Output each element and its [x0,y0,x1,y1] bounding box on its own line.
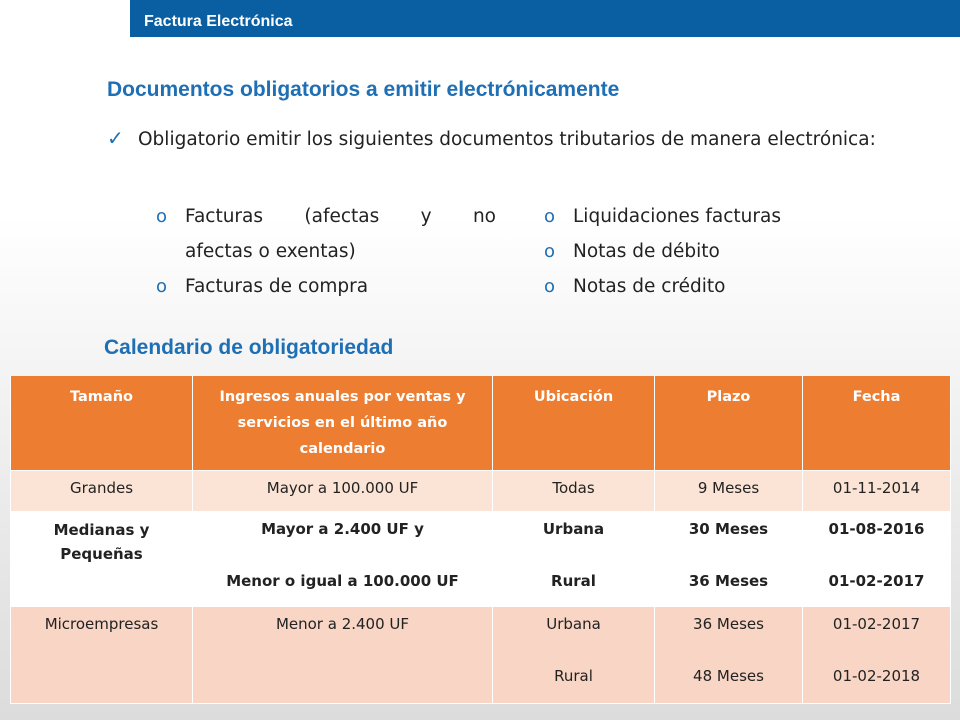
cell-tamano: Grandes [11,471,193,512]
cell-ubicacion: Urbana Rural [493,607,655,704]
cell-ingresos: Menor a 2.400 UF [193,607,493,704]
list-item-continuation: afectas o exentas) [185,241,356,262]
calendar-table [10,376,951,704]
list-item: o Notas de débito [544,234,844,269]
header-fecha: Fecha [803,376,951,471]
cell-tamano: Microempresas [11,607,193,704]
table-row [11,512,951,607]
cell-plazo: 30 Meses 36 Meses [655,512,803,607]
cell-ubicacion: Urbana Rural [493,512,655,607]
cell-plazo: 36 Meses 48 Meses [655,607,803,704]
header-bar [130,0,960,37]
circle-bullet-icon: o [156,206,168,227]
circle-bullet-icon: o [156,276,168,297]
circle-bullet-icon: o [544,206,556,227]
checkmark-icon: ✓ [107,126,124,150]
header-plazo: Plazo [655,376,803,471]
section-title-documentos: Documentos obligatorios a emitir electrónicamente [107,78,620,101]
cell-fecha: 01-11-2014 [803,471,951,512]
document-list-right [544,199,844,304]
document-list-left [156,199,496,304]
cell-fecha: 01-08-2016 01-02-2017 [803,512,951,607]
list-item: o Facturas de compra [156,269,496,304]
cell-ingresos: Mayor a 100.000 UF [193,471,493,512]
list-item: o Liquidaciones facturas [544,199,844,234]
cell-tamano: Medianas y Pequeñas [11,512,193,607]
list-item: o Facturas (afectas y no [156,199,496,234]
list-item: o Notas de crédito [544,269,844,304]
check-item [107,124,883,156]
header-title: Factura Electrónica [144,13,293,30]
check-item-text: Obligatorio emitir los siguientes documentos tributarios de manera electrónica: [138,129,876,150]
table-row [11,607,951,704]
section-title-calendario: Calendario de obligatoriedad [104,336,394,359]
header-ingresos: Ingresos anuales por ventas y servicios en el último año calendario [193,376,493,471]
circle-bullet-icon: o [544,276,556,297]
header-ubicacion: Ubicación [493,376,655,471]
circle-bullet-icon: o [544,241,556,262]
header-tamano: Tamaño [11,376,193,471]
table-header-row [11,376,951,471]
cell-fecha: 01-02-2017 01-02-2018 [803,607,951,704]
table-row [11,471,951,512]
cell-ingresos: Mayor a 2.400 UF y Menor o igual a 100.000 UF [193,512,493,607]
cell-plazo: 9 Meses [655,471,803,512]
cell-ubicacion: Todas [493,471,655,512]
